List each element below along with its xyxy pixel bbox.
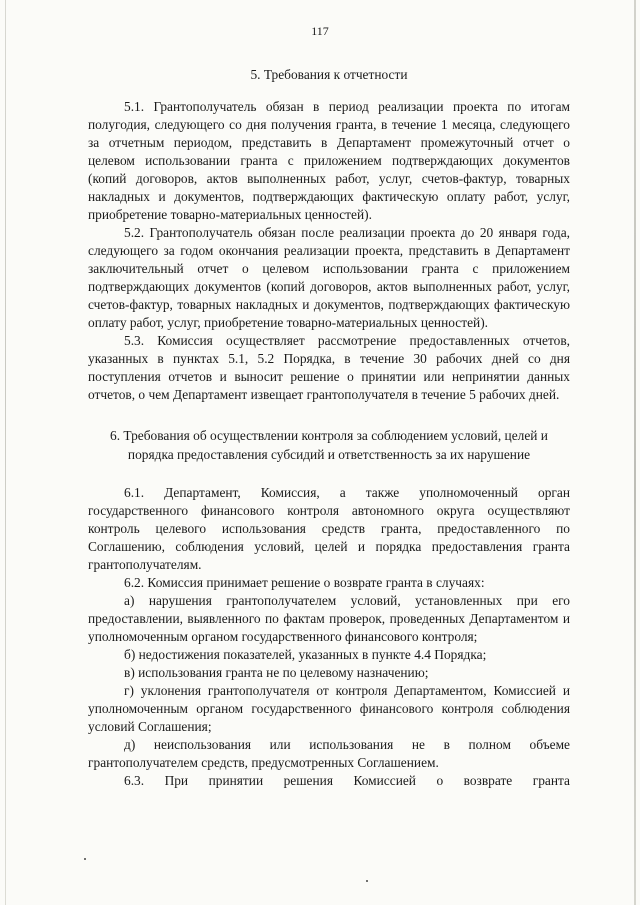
document-body bbox=[88, 66, 570, 790]
scan-edge-right bbox=[634, 0, 636, 905]
paragraph-6-2: 6.2. Комиссия принимает решение о возврате гранта в случаях: bbox=[124, 575, 485, 590]
paragraph-6-3: 6.3. При принятии решения Комиссией о возврате гранта bbox=[124, 773, 570, 788]
paragraph-6-1: 6.1. Департамент, Комиссия, а также уполномоченный орган государственного финансового контроля автономного округа осуществляют контроль целевого использования средств гранта, предоставленного по Соглашению, соблюдения условий, целей и порядка предоставления гранта грантополучателям. bbox=[88, 485, 570, 572]
paragraph-6-2-a: а) нарушения грантополучателем условий, установленных при его предоставлении, выявленного по фактам проверок, проведенных Департаментом и уполномоченным органом государственного финансового контроля; bbox=[88, 593, 570, 644]
paragraph-5-2: 5.2. Грантополучатель обязан после реализации проекта до 20 января года, следующего за годом окончания реализации проекта, представить в Департамент заключительный отчет о целевом использовании гранта с приложением подтверждающих документов (копий договоров, актов выполненных работ, услуг, счетов-фактур, товарных накладных и документов, подтверждающих фактическую оплату работ, услуг, приобретение товарно-материальных ценностей). bbox=[88, 225, 570, 330]
section-6-title: 6. Требования об осуществлении контроля за соблюдением условий, целей и порядка предоставления субсидий и ответственность за их нарушение bbox=[110, 428, 548, 462]
scan-speck bbox=[84, 858, 86, 860]
paragraph-5-1: 5.1. Грантополучатель обязан в период реализации проекта по итогам полугодия, следующего со дня получения гранта, в течение 1 месяца, следующего за отчетным периодом, представить в Департамент промежуточный отчет о целевом использовании гранта с приложением подтверждающих документов (копий договоров, актов выполненных работ, услуг, счетов-фактур, товарных накладных и документов, подтверждающих фактическую оплату работ, услуг, приобретение товарно-материальных ценностей). bbox=[88, 99, 570, 222]
paragraph-6-2-b: б) недостижения показателей, указанных в пункте 4.4 Порядка; bbox=[124, 647, 487, 662]
section-5-title: 5. Требования к отчетности bbox=[250, 67, 408, 82]
paragraph-6-2-v: в) использования гранта не по целевому назначению; bbox=[124, 665, 429, 680]
page-number: 117 bbox=[311, 24, 329, 38]
paragraph-5-3: 5.3. Комиссия осуществляет рассмотрение предоставленных отчетов, указанных в пунктах 5.1, 5.2 Порядка, в течение 30 рабочих дней со дня поступления отчетов и выносит решение о принятии или непринятии данных отчетов, о чем Департамент извещает грантополучателя в течение 5 рабочих дней. bbox=[88, 333, 570, 402]
scan-speck bbox=[366, 880, 368, 882]
paragraph-6-2-g: г) уклонения грантополучателя от контроля Департаментом, Комиссией и уполномоченным органом государственного финансового контроля соблюдения условий Соглашения; bbox=[88, 683, 570, 734]
scan-edge-left bbox=[5, 0, 6, 905]
paragraph-6-2-d: д) неиспользования или использования не в полном объеме грантополучателем средств, предусмотренных Соглашением. bbox=[88, 737, 570, 770]
